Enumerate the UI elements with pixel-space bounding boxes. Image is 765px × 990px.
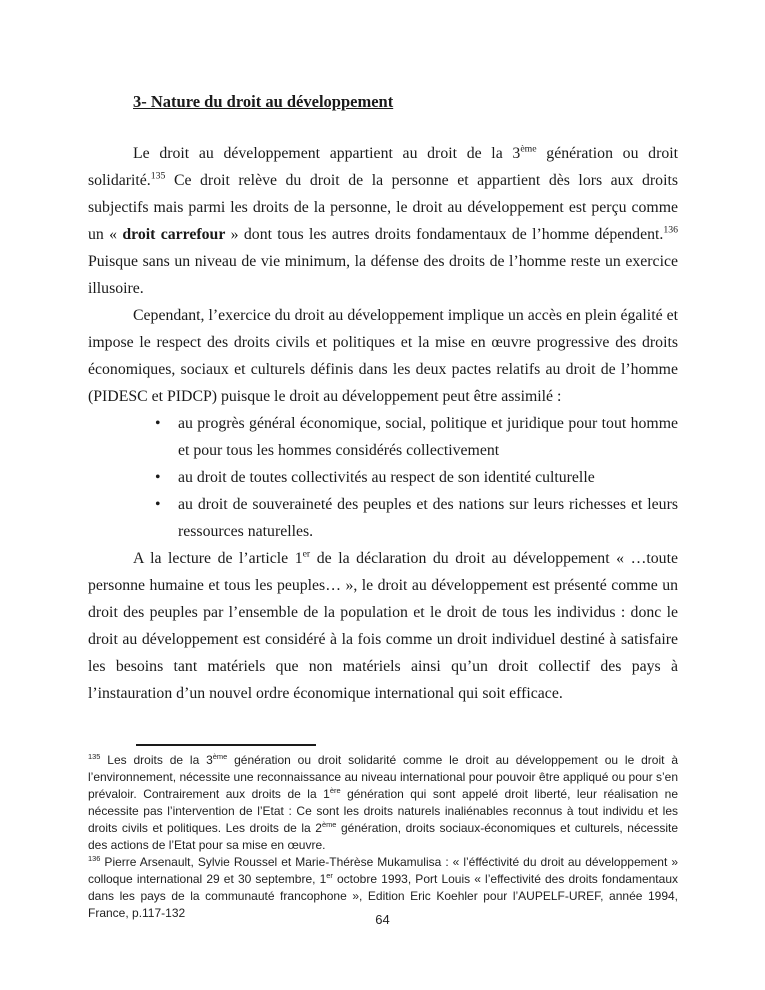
footnotes-section: [88, 744, 678, 922]
footnote-136: $^{136}$ Pierre Arsenault, Sylvie Roussel et Marie-Thérèse Mukamulisa : « l’éfféctivité du droit au développement » colloque international 29 et 30 septembre, 1er octobre 1993, Port Louis « l’effectivité des droits fondamentaux dans les pays de la communauté francophone », Edition Eric Koehler pour l’AUPELF-UREF, année 1994, France, p.117-132: [88, 854, 678, 920]
bullet-item: [155, 491, 678, 545]
bullet-item: [155, 464, 678, 491]
paragraph: Cependant, l’exercice du droit au développement implique un accès en plein égalité et impose le respect des droits civils et politiques et la mise en œuvre progressive des droits économiques, sociaux et culturels définis dans les deux pactes relatifs au droit de l’homme (PIDESC et PIDCP) puisque le droit au développement peut être assimilé :: [88, 307, 678, 405]
bullet-list: [88, 410, 678, 545]
bullet-item: [155, 410, 678, 464]
bullet-icon: •: [155, 415, 161, 432]
section-heading: 3- Nature du droit au développement: [133, 92, 394, 111]
page-body: [88, 88, 678, 707]
bullet-icon: •: [155, 469, 161, 486]
paragraph: Le droit au développement appartient au droit de la 3ème génération ou droit solidarité.$^{135}$ Ce droit relève du droit de la personne et appartient dès lors aux droits subjectifs mais parmi les droits de la personne, le droit au développement est perçu comme un « droit carrefour » dont tous les autres droits fondamentaux de l’homme dépendent.$^{136}$ Puisque sans un niveau de vie minimum, la défense des droits de l’homme reste un exercice illusoire.: [88, 143, 679, 297]
bullet-text: au droit de souveraineté des peuples et des nations sur leurs richesses et leurs ressources naturelles.: [178, 496, 678, 540]
footnote-135: $^{135}$ Les droits de la 3ème génération ou droit solidarité comme le droit au développement ou le droit à l’environnement, nécessite une reconnaissance au niveau international pour pouvoir être appliqué ou pour s’en prévaloir. Contrairement aux droits de la 1ère génération qui sont appelé droit liberté, leur réalisation ne nécessite pas l’intervention de l’Etat : Ce sont les droits naturels inaliénables reconnus à tout individu et les droits civils et politiques. Les droits de la 2ème génération, droits sociaux-économiques et culturels, nécessite des actions de l’Etat pour sa mise en œuvre.: [88, 752, 679, 852]
bullet-text: au droit de toutes collectivités au respect de son identité culturelle: [178, 469, 595, 486]
bullet-icon: •: [155, 496, 161, 513]
bullet-text: au progrès général économique, social, politique et juridique pour tout homme et pour tous les hommes considérés collectivement: [178, 415, 678, 459]
page-number: 64: [375, 912, 390, 927]
footnote-separator: [136, 744, 316, 746]
paragraph: A la lecture de l’article 1er de la déclaration du droit au développement « …toute personne humaine et tous les peuples… », le droit au développement est présenté comme un droit des peuples par l’ensemble de la population et le droit de tous les individus : donc le droit au développement est considéré à la fois comme un droit individuel destiné à satisfaire les besoins tant matériels que non matériels ainsi qu’un droit collectif des pays à l’instauration d’un nouvel ordre économique international qui soit efficace.: [88, 548, 678, 702]
